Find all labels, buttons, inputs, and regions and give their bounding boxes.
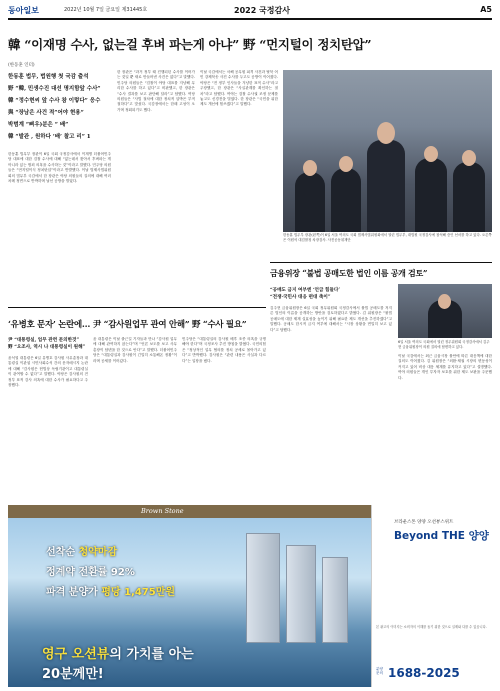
paragraph: 한 장관은 “과거 정부 때 진행되던 수사를 이어가는 것일 뿐 새로 만들어낸 사건은 없다”고 말했다. 민주당 의원들은 “검찰이 야당 대표를 겨냥해 무리한 수사를 하고 있다”고 비판했고, 한 장관은 “수사 결과를 보고 판단해 달라”고 답했다. 여당 의원들은 “사법 절차에 대한 정치적 압박은 부적절하다”고 맞섰다. 국감장에서는 한때 고성이 오가며 정회되기도 했다. — [117, 70, 195, 112]
second-body-col1 — [8, 356, 88, 496]
third-body-col1 — [270, 306, 392, 498]
main-photo-caption: 한동훈 법무부 장관(왼쪽)이 6일 서울 여의도 국회 법제사법위원회에서 열린 법무부, 대법원 국정감사에 참석해 증인 선서를 하고 있다. 오른쪽은 이원석 대검찰청 차장검사. 사진공동취재단 — [283, 233, 492, 242]
ad-slogan-highlight: 영구 오션뷰 — [42, 647, 110, 662]
real-estate-ad[interactable] — [8, 505, 492, 687]
ad-project-title: Beyond THE 양양 — [394, 530, 489, 542]
main-headline: 韓 “이재명 수사, 없는걸 후벼 파는게 아냐” 野 “먼지털이 정치탄압” — [8, 37, 372, 52]
third-subhead: “공매도 금지 여부엔 ‘언급 힘들다’ — [270, 288, 340, 293]
main-subhead: 野 “韓, 민생수진 대선 명지함앞 수사” — [8, 86, 101, 92]
ad-line-3 — [46, 583, 175, 598]
third-body-col2 — [398, 354, 492, 498]
third-subheads — [270, 287, 390, 301]
ad-project-name: 브라운스톤 양양 오션뷰스위트 — [394, 520, 454, 525]
third-subhead: “전쟁·국민사 대응 떤대 축이” — [270, 295, 331, 300]
main-subheads — [8, 73, 111, 145]
ad-phone-label: 분양문의 — [376, 667, 383, 676]
third-photo-caption: 6일 서울 여의도 국회에서 열린 정무위원회 국정감사에서 김주현 금융위원장이 의원 질의에 답변하고 있다. — [398, 340, 490, 349]
person-figure — [331, 168, 361, 232]
main-byline: (한동훈 인터) — [8, 63, 35, 68]
ad-line-1-text: 선착순 — [46, 547, 79, 558]
person-figure — [367, 140, 405, 232]
person-figure — [415, 158, 447, 232]
second-subhead: 尹 “대통령실, 업무 관련 문의한것” — [8, 338, 80, 343]
person-head — [462, 150, 476, 166]
second-body-col2 — [93, 337, 177, 497]
section-rule — [8, 307, 266, 308]
building-tower — [246, 533, 280, 643]
top-rule — [8, 18, 492, 20]
main-body-col3 — [200, 70, 278, 302]
paragraph: 한동훈 법무부 장관이 6일 국회 국정감사에서 이재명 더불어민주당 대표에 대한 검찰 수사에 대해 “없는데서 찾아서 후벼파는 게 아니라 있는 범죄 의혹을 수사하는 것”이라고 말했다. 민주당 의원들은 “먼지털이식 정치탄압”이라고 반발했다. 이날 법제사법위원회의 법무부 국감에서 한 장관은 야당 의원들의 질의에 대해 여러 차례 정면으로 반박하며 날선 공방을 벌였다. — [8, 152, 111, 184]
main-subhead: 박범계 “삐우)분은 “ 배” — [8, 122, 69, 128]
third-photo — [398, 284, 492, 338]
person-head — [438, 294, 451, 309]
paragraph: 민주당은 “대통령실의 감사원 배후 조종 의혹을 규명해야 한다”며 국정조사 추진 방침을 밝혔다. 국민의힘은 “정상적인 업무 협의를 정치 공세로 몰아가고 있다”고 반박했다. 감사원은 “관련 내용은 사실과 다르다”는 입장을 냈다. — [182, 337, 266, 363]
second-headline: ‘유병호 문자’ 논란에… 尹 “감사원업무 관여 안해” 野 “수사 필요” — [8, 320, 247, 330]
ad-slogan-2: 20분께만! — [42, 667, 104, 682]
issue-date: 2022년 10월 7일 금요일 제31445호 — [64, 7, 148, 13]
second-subhead: 野 “오조사, 역시 나 대통령실이 원해” — [8, 345, 86, 350]
ad-line-1 — [46, 543, 117, 558]
paragraph: 윤 대통령은 이날 출근길 기자들과 만나 “감사원 업무에 대해 관여하지 않는다”며 “언론 보도를 보고 사무총장이 답변을 한 것으로 안다”고 말했다. 더불어민주당은 “대통령실과 감사원이 긴밀히 소통해온 정황”이라며 공세를 이어갔다. — [93, 337, 177, 363]
paragraph: 이날 국감에서는 최근 금융시장 불안에 따른 대응책에 대한 질의도 이어졌다. 김 위원장은 “외환·채권 시장의 변동성이 커지고 있어 비상 대응 체계를 유지하고 있다”고 설명했다. 여야 의원들은 개인 투자자 보호를 위한 제도 보완을 주문했다. — [398, 354, 492, 380]
building-tower — [322, 557, 348, 643]
ad-line-1-highlight: 청약마감 — [78, 547, 118, 558]
ad-line-2: 정계약 전환률 92% — [46, 567, 135, 578]
ad-slogan-text: 의 가치를 아는 — [109, 647, 194, 662]
ad-line-3-highlight: 평당 1,475만원 — [101, 587, 176, 598]
paragraph: 이날 국감에서는 서해 공무원 피격 사건과 탈북 어민 강제북송 사건 수사를 두고도 공방이 이어졌다. 야당은 “전 정부 인사들을 겨냥한 표적 수사”라고 주장했고, 한 장관은 “사실관계를 확인하는 절차”라고 답했다. 여야는 검찰 수사권 조정 문제를 놓고도 신경전을 벌였다. 한 장관은 “국민을 위한 제도 개선에 힘쓰겠다”고 말했다. — [200, 70, 278, 107]
person-head — [303, 160, 317, 176]
person-figure — [453, 162, 485, 232]
ad-disclaimer: 본 광고의 이미지는 소비자의 이해를 돕기 위한 것으로 실제와 다를 수 있습니다. — [376, 625, 487, 629]
section-title: 2022 국정감사 — [234, 6, 290, 15]
main-body-col2 — [117, 70, 195, 302]
section-rule — [270, 262, 492, 263]
paragraph: 김주현 금융위원장은 6일 국회 정무위원회 국정감사에서 불법 공매도를 저지른 법인의 이름을 공개하는 방안을 검토하겠다고 밝혔다. 김 위원장은 “불법 공매도에 대한 제재 실효성을 높이기 위해 필요한 제도 개선을 추진하겠다”고 말했다. 공매도 한시적 금지 여부에 대해서는 “시장 상황을 면밀히 보고 있다”고 답했다. — [270, 306, 392, 332]
page-number: A5 — [480, 5, 492, 14]
ad-info-panel — [371, 505, 492, 687]
masthead — [8, 5, 492, 17]
ad-visual — [8, 505, 371, 687]
main-subhead: 與 “장남은 사건 적”어야 현용“ — [8, 110, 84, 116]
ad-phone-number[interactable]: 1688-2025 — [388, 666, 460, 680]
main-subhead: 韓 “발관 , 원하다 ‘배’ 찰고 리” 1 — [8, 134, 91, 140]
ad-line-3-text: 파격 분양가 — [46, 587, 102, 598]
person-head — [377, 122, 395, 144]
main-subhead: 韓 “정수현씨 앞 수사 참 이렇다” 응수 — [8, 98, 101, 104]
ad-brand: Brown Stone — [141, 507, 184, 515]
building-tower — [286, 545, 316, 643]
main-photo — [283, 70, 492, 232]
person-head — [339, 156, 353, 172]
person-figure — [295, 172, 325, 232]
person-head — [424, 146, 438, 162]
main-body-col1 — [8, 152, 111, 300]
third-headline: 금융위장 “불법 공매도한 법인 이름 공개 검토” — [270, 268, 428, 278]
ad-brand-bar — [8, 505, 371, 518]
newspaper-logo: 동아일보 — [8, 6, 39, 15]
main-subhead: 한동훈 법무, 법원행 첫 국감 출석 — [8, 74, 89, 80]
ad-slogan-1 — [42, 643, 194, 662]
second-body-col3 — [182, 337, 266, 497]
paragraph: 윤석열 대통령은 6일 유병호 감사원 사무총장과 대통령실 이관섭 시민사회수석 간의 문자메시지 논란에 대해 “감사원은 헌법상 독립기관이고 대통령실이 관여할 수 없다”고 말했다. 야당은 감사원의 전 정부 표적 감사 의혹에 대한 수사가 필요하다고 주장했다. — [8, 356, 88, 388]
